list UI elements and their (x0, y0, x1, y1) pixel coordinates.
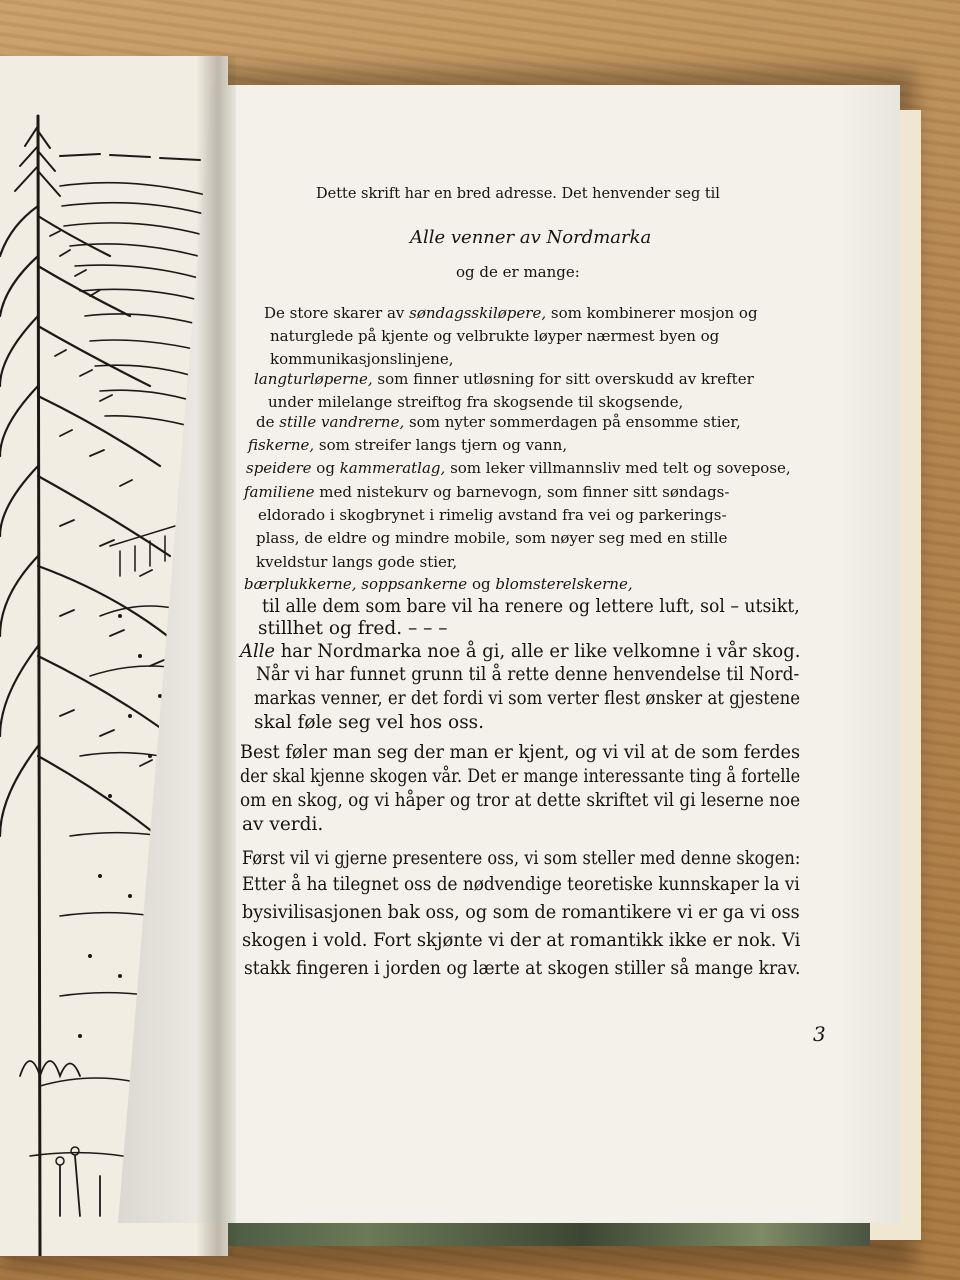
emphasis-text: søndagsskiløpere, (409, 304, 547, 322)
list-line (254, 369, 754, 389)
text-run: plass, de eldre og mindre mobile, som nøyer seg med en stille (256, 529, 728, 547)
page-subtitle: og de er mange: (456, 263, 580, 281)
text-run: kveldstur langs gode stier, (256, 553, 458, 571)
text-run: Etter å ha tilegnet oss de nødvendige teoretiske kunnskaper la vi (242, 874, 800, 895)
body-line (242, 815, 323, 835)
emphasis-text: speidere (246, 459, 312, 477)
text-run: som streifer langs tjern og vann, (314, 436, 568, 454)
list-line (248, 435, 567, 455)
text-run: som leker villmannsliv med telt og sovepose, (445, 459, 791, 477)
body-line (254, 689, 800, 709)
list-line (270, 349, 454, 369)
body-line (262, 597, 800, 617)
text-run: og (311, 459, 340, 477)
text-run: som finner utløsning for sitt overskudd av krefter (372, 370, 754, 388)
list-line (256, 528, 727, 548)
text-run: stillhet og fred. – – – (258, 618, 448, 639)
body-line (242, 903, 800, 923)
list-line (264, 303, 758, 323)
text-run: bysivilisasjonen bak oss, og som de romantikere vi er ga vi oss (242, 902, 800, 923)
text-run: Best føler man seg der man er kjent, og vi vil at de som ferdes (240, 742, 801, 763)
text-run: skal føle seg vel hos oss. (254, 712, 485, 733)
list-line (256, 412, 741, 432)
emphasis-text: kammeratlag, (339, 459, 446, 477)
text-run: de (256, 413, 280, 431)
body-line (258, 619, 447, 639)
emphasis-text: blomsterelskerne, (495, 575, 633, 593)
body-line (240, 642, 800, 662)
list-line (246, 458, 791, 478)
body-line (242, 849, 800, 869)
emphasis-text: familiene (244, 483, 315, 501)
list-line (244, 574, 633, 594)
text-run: som kombinerer mosjon og (546, 304, 758, 322)
text-run: eldorado i skogbrynet i rimelig avstand fra vei og parkerings- (258, 506, 727, 524)
list-line (258, 505, 727, 525)
body-line (240, 767, 800, 787)
emphasis-text: fiskerne, (248, 436, 315, 454)
text-run: kommunikasjonslinjene, (270, 350, 454, 368)
text-run: til alle dem som bare vil ha renere og lettere luft, sol – utsikt, (262, 596, 800, 617)
address-line: Dette skrift har en bred adresse. Det henvender seg til (316, 186, 720, 202)
text-run: skogen i vold. Fort skjønte vi der at romantikk ikke er nok. Vi (242, 930, 801, 951)
page-number: 3 (813, 1022, 826, 1046)
list-line (244, 482, 729, 502)
emphasis-text: stille vandrerne, (279, 413, 405, 431)
body-line (242, 931, 800, 951)
body-line (254, 713, 484, 733)
text-run: De store skarer av (264, 304, 410, 322)
list-line (256, 552, 457, 572)
text-run: under milelange streiftog fra skogsende til skogsende, (268, 393, 684, 411)
text-run: der skal kjenne skogen vår. Det er mange interessante ting å fortelle (240, 766, 801, 787)
emphasis-text: bærplukkerne, (244, 575, 357, 593)
text-run: Først vil vi gjerne presentere oss, vi som steller med denne skogen: (242, 848, 801, 869)
list-line (270, 326, 719, 346)
body-line (256, 665, 799, 685)
text-run: Når vi har funnet grunn til å rette denne henvendelse til Nord- (256, 664, 800, 685)
text-run: og (467, 575, 496, 593)
text-run: om en skog, og vi håper og tror at dette skriftet vil gi leserne noe (240, 790, 801, 811)
body-line (244, 959, 800, 979)
body-line (240, 743, 800, 763)
list-line (268, 392, 683, 412)
emphasis-text: langturløperne, (254, 370, 373, 388)
text-run: stakk fingeren i jorden og lærte at skogen stiller så mange krav. (244, 958, 801, 979)
emphasis-text: Alle (240, 641, 276, 662)
body-line (242, 875, 800, 895)
text-run: som nyter sommerdagen på ensomme stier, (404, 413, 741, 431)
text-run: markas venner, er det fordi vi som verter flest ønsker at gjestene (254, 688, 801, 709)
body-line (240, 791, 800, 811)
text-run: naturglede på kjente og velbrukte løyper nærmest byen og (270, 327, 720, 345)
text-run: av verdi. (242, 814, 324, 835)
text-run: har Nordmarka noe å gi, alle er like velkomne i vår skog. (275, 641, 801, 662)
emphasis-text: soppsankerne (361, 575, 468, 593)
text-run: med nistekurv og barnevogn, som finner sitt søndags- (314, 483, 730, 501)
page-title: Alle venner av Nordmarka (410, 227, 652, 248)
